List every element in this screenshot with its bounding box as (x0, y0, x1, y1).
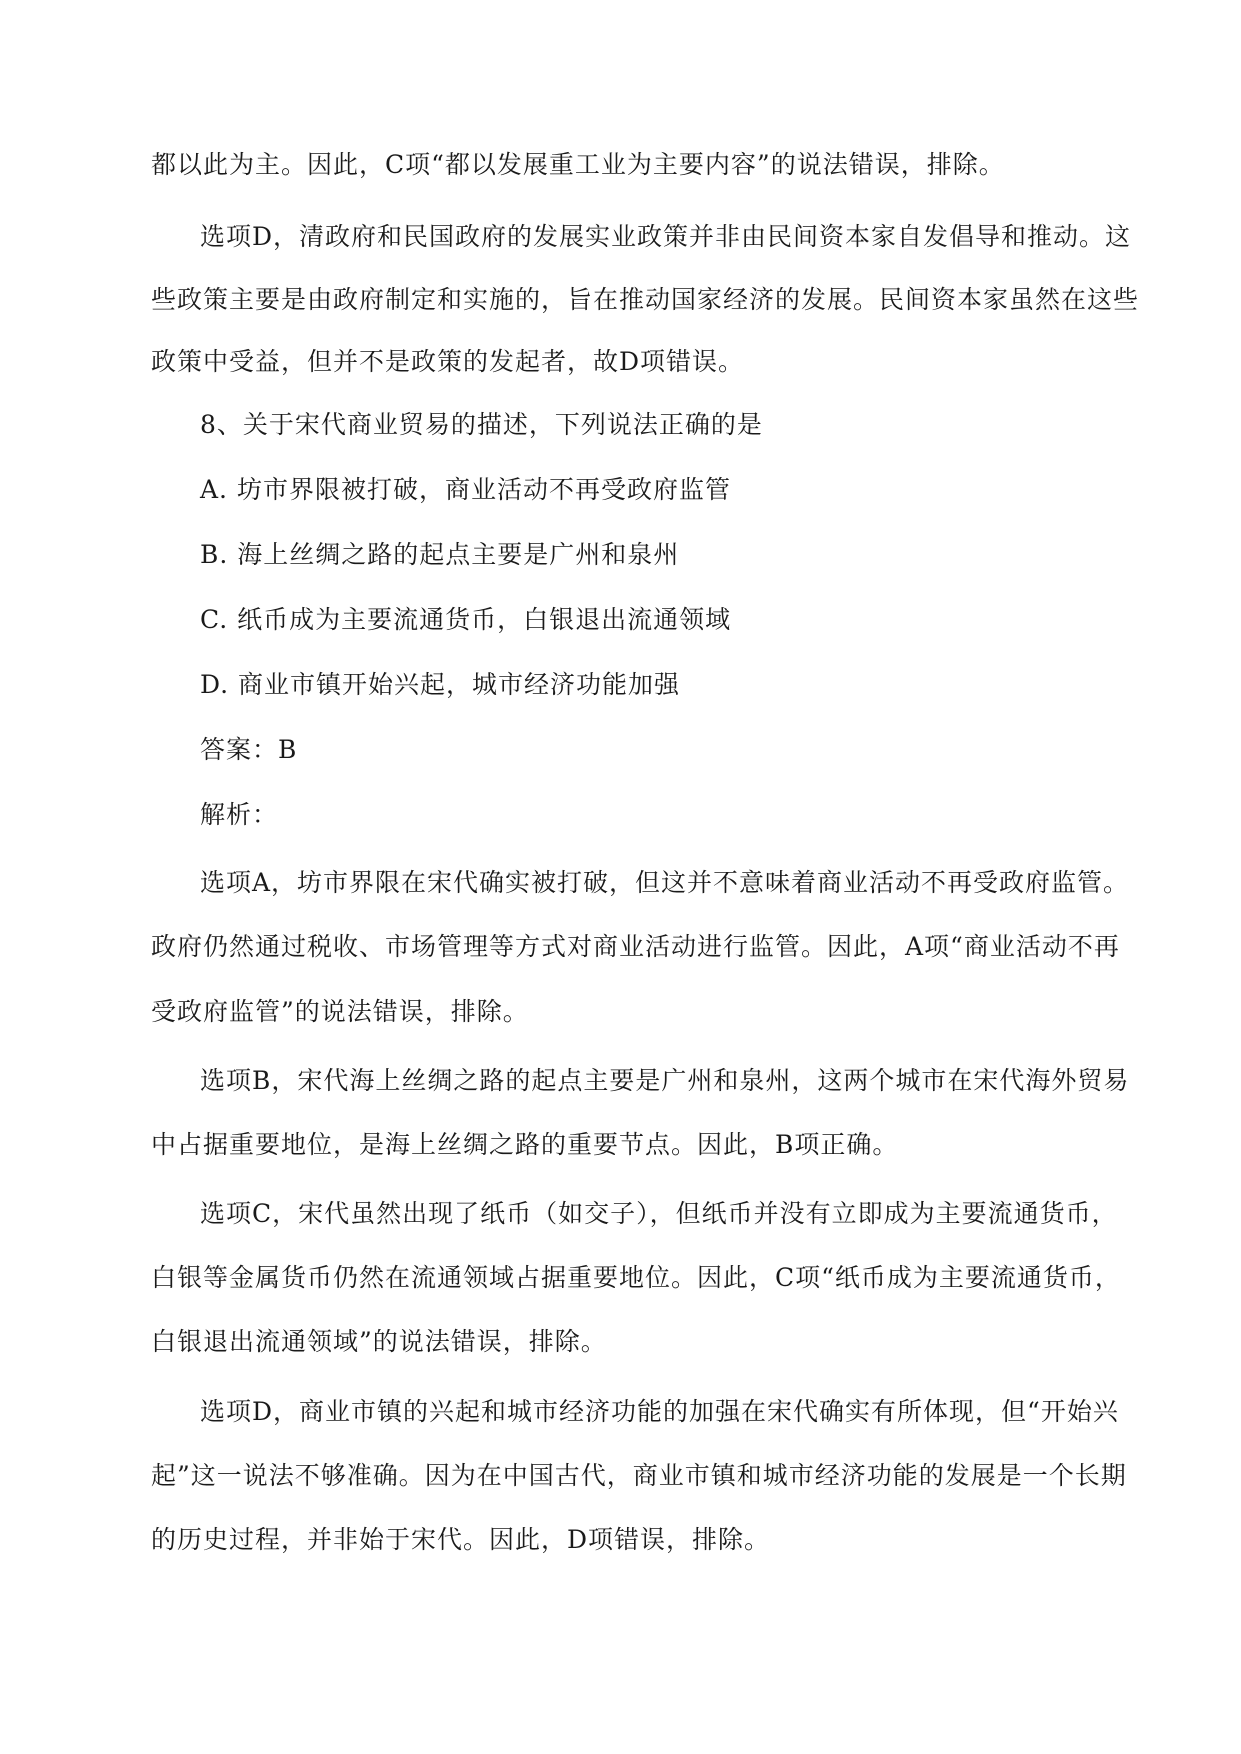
text-line: 受政府监管”的说法错误，排除。 (151, 997, 529, 1026)
text-line: 的历史过程，并非始于宋代。因此，D项错误，排除。 (151, 1525, 771, 1554)
text-line: 起”这一说法不够准确。因为在中国古代，商业市镇和城市经济功能的发展是一个长期 (151, 1461, 1127, 1490)
option-d: D. 商业市镇开始兴起，城市经济功能加强 (200, 670, 681, 699)
text-line: 些政策主要是由政府制定和实施的，旨在推动国家经济的发展。民间资本家虽然在这些 (151, 285, 1140, 314)
option-a: A. 坊市界限被打破，商业活动不再受政府监管 (200, 475, 731, 504)
text-line: 白银等金属货币仍然在流通领域占据重要地位。因此，C项“纸币成为主要流通货币， (151, 1263, 1121, 1292)
text-line: 选项A，坊市界限在宋代确实被打破，但这并不意味着商业活动不再受政府监管。 (200, 868, 1130, 897)
text-line: 白银退出流通领域”的说法错误，排除。 (151, 1327, 607, 1356)
text-line: 选项C，宋代虽然出现了纸币（如交子），但纸币并没有立即成为主要流通货币， (200, 1199, 1118, 1228)
analysis-heading: 解析： (200, 800, 279, 829)
text-line: 选项D，商业市镇的兴起和城市经济功能的加强在宋代确实有所体现，但“开始兴 (200, 1397, 1119, 1426)
option-c: C. 纸币成为主要流通货币，白银退出流通领域 (200, 605, 732, 634)
question-line: 8、关于宋代商业贸易的描述，下列说法正确的是 (200, 410, 763, 439)
text-line: 政府仍然通过税收、市场管理等方式对商业活动进行监管。因此，A项“商业活动不再 (151, 932, 1120, 961)
text-line: 选项D，清政府和民国政府的发展实业政策并非由民间资本家自发倡导和推动。这 (200, 222, 1132, 251)
text-line: 选项B，宋代海上丝绸之路的起点主要是广州和泉州，这两个城市在宋代海外贸易 (200, 1066, 1130, 1095)
text-line: 政策中受益，但并不是政策的发起者，故D项错误。 (151, 347, 745, 376)
option-b: B. 海上丝绸之路的起点主要是广州和泉州 (200, 540, 680, 569)
answer-line: 答案：B (200, 735, 298, 764)
text-line: 都以此为主。因此，C项“都以发展重工业为主要内容”的说法错误，排除。 (151, 150, 1005, 179)
text-line: 中占据重要地位，是海上丝绸之路的重要节点。因此，B项正确。 (151, 1130, 899, 1159)
